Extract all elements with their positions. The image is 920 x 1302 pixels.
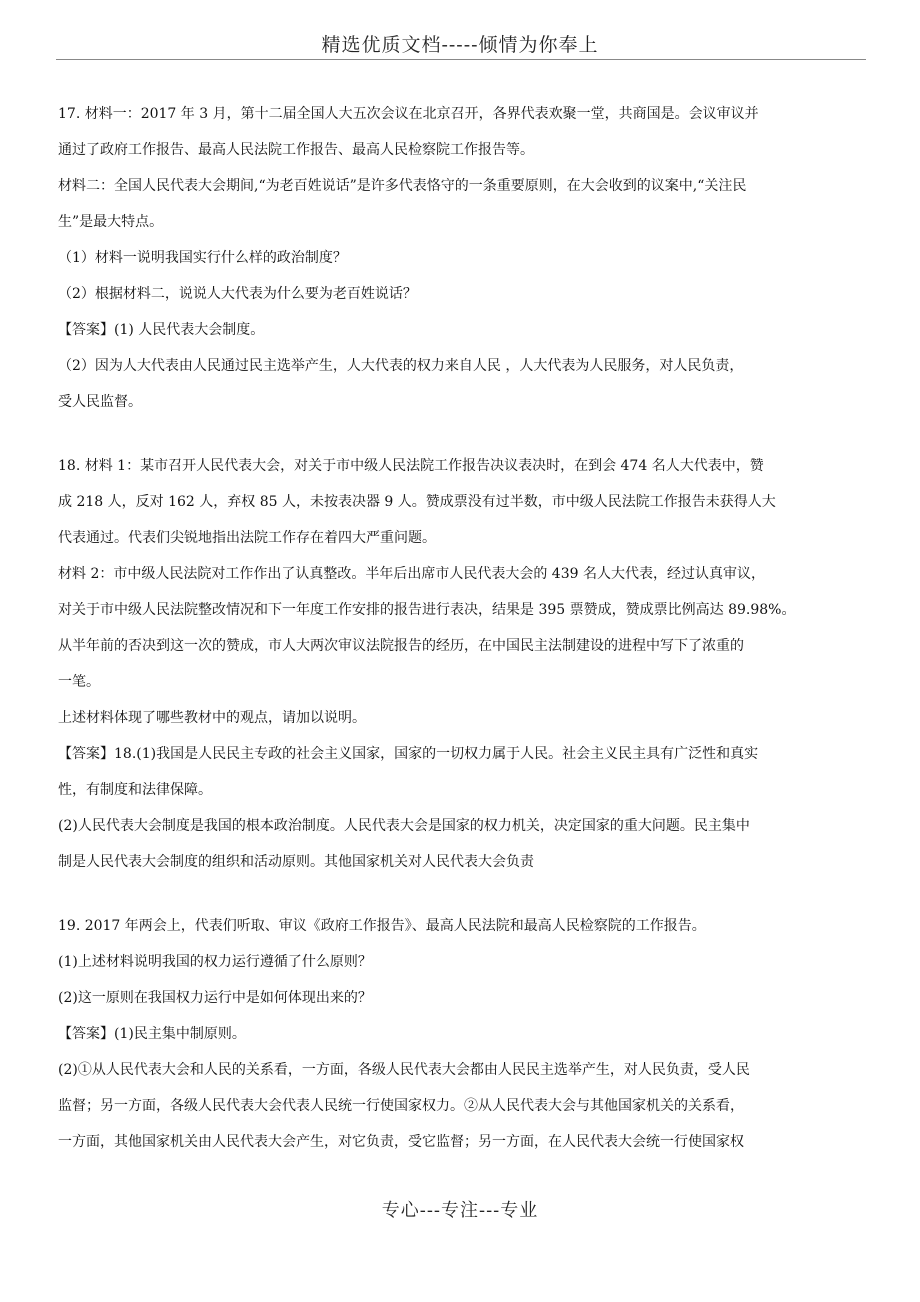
document-body [58,102,886,1166]
answer-line: 制是人民代表大会制度的组织和活动原则。其他国家机关对人民代表大会负责 [58,854,534,870]
answer-line: 监督；另一方面，各级人民代表大会代表人民统一行使国家权力。②从人民代表大会与其他国家机关的关系看， [58,1098,744,1114]
page-header: 精选优质文档-----倾情为你奉上 [321,34,599,56]
answer-line: (2)人民代表大会制度是我国的根本政治制度。人民代表大会是国家的权力机关，决定国家的重大问题。民主集中 [58,818,750,834]
text-line: 18. 材料 1：某市召开人民代表大会，对关于市中级人民法院工作报告决议表决时，在到会 474 名人大代表中，赞 [58,458,764,474]
header-divider [56,59,866,60]
text-line: 一笔。 [58,674,100,690]
text-line: 对关于市中级人民法院整改情况和下一年度工作安排的报告进行表决，结果是 395 票赞成，赞成票比例高达 89.98%。 [58,602,796,618]
text-line: 从半年前的否决到这一次的赞成，市人大两次审议法院报告的经历，在中国民主法制建设的进程中写下了浓重的 [58,638,744,654]
text-line: 代表通过。代表们尖锐地指出法院工作存在着四大严重问题。 [58,530,436,546]
answer-line: 性，有制度和法律保障。 [58,782,212,798]
text-line: (1)上述材料说明我国的权力运行遵循了什么原则？ [58,954,372,970]
answer-line: 【答案】(1) 人民代表大会制度。 [58,322,265,338]
section-gap [58,886,886,914]
text-line: 材料 2：市中级人民法院对工作作出了认真整改。半年后出席市人民代表大会的 439 名人大代表，经过认真审议， [58,566,765,582]
answer-line: 【答案】18.(1)我国是人民民主专政的社会主义国家，国家的一切权力属于人民。社会主义民主具有广泛性和真实 [58,746,759,762]
answer-line: (2)①从人民代表大会和人民的关系看，一方面，各级人民代表大会都由人民民主选举产生，对人民负责，受人民 [58,1062,750,1078]
question-17 [58,102,886,426]
text-line: 生”是最大特点。 [58,214,164,230]
answer-line: 受人民监督。 [58,394,142,410]
answer-line: 【答案】(1)民主集中制原则。 [58,1026,246,1042]
text-line: 上述材料体现了哪些教材中的观点，请加以说明。 [58,710,366,726]
page-footer: 专心---专注---专业 [381,1200,539,1221]
answer-line: 一方面，其他国家机关由人民代表大会产生，对它负责，受它监督；另一方面，在人民代表大会统一行使国家权 [58,1134,744,1150]
question-18 [58,454,886,886]
text-line: （1）材料一说明我国实行什么样的政治制度？ [58,250,347,266]
text-line: 19. 2017 年两会上，代表们听取、审议《政府工作报告》、最高人民法院和最高人民检察院的工作报告。 [58,918,706,934]
text-line: 材料二：全国人民代表大会期间,“为老百姓说话”是许多代表恪守的一条重要原则，在大会收到的议案中,“关注民 [58,178,747,194]
question-19 [58,914,886,1166]
answer-line: （2）因为人大代表由人民通过民主选举产生，人大代表的权力来自人民 ，人大代表为人民服务，对人民负责， [58,358,744,374]
text-line: (2)这一原则在我国权力运行中是如何体现出来的？ [58,990,372,1006]
section-gap [58,426,886,454]
text-line: 通过了政府工作报告、最高人民法院工作报告、最高人民检察院工作报告等。 [58,142,534,158]
text-line: （2）根据材料二，说说人大代表为什么要为老百姓说话？ [58,286,417,302]
text-line: 17. 材料一：2017 年 3 月，第十二届全国人大五次会议在北京召开，各界代表欢聚一堂，共商国是。会议审议并 [58,106,759,122]
text-line: 成 218 人，反对 162 人，弃权 85 人，未按表决器 9 人。赞成票没有过半数，市中级人民法院工作报告未获得人大 [58,494,776,510]
